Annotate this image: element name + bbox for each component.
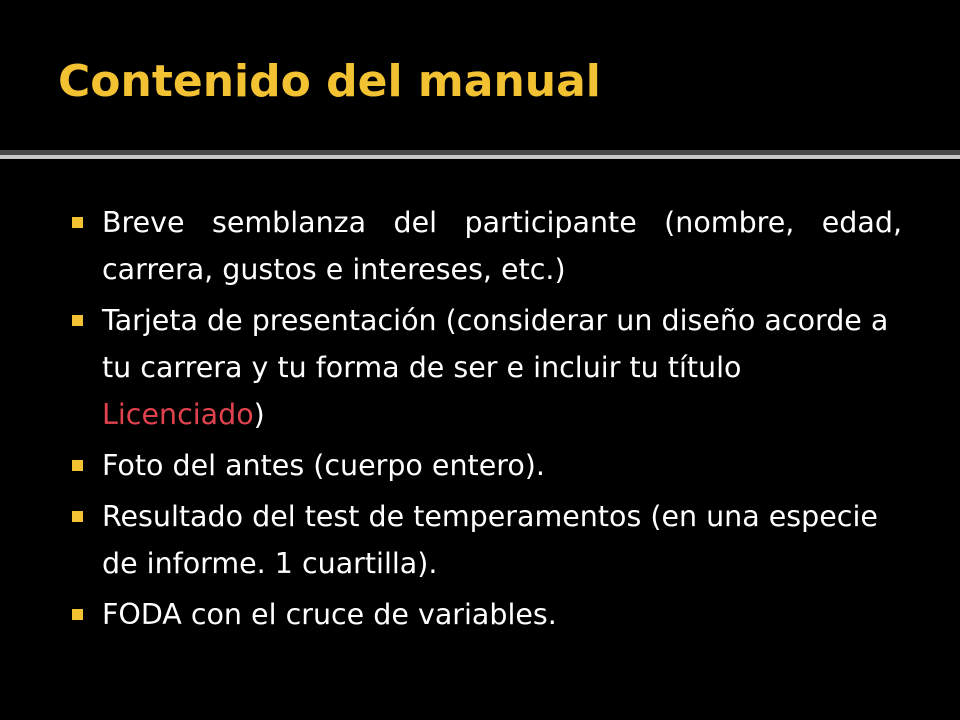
bullet-text: Resultado del test de temperamentos (en una especie de informe. 1 cuartilla).: [102, 500, 878, 580]
square-bullet-icon: [72, 609, 83, 620]
bullet-list: [72, 199, 902, 642]
bullet-highlight-text: Licenciado: [102, 398, 254, 431]
square-bullet-icon: [72, 511, 83, 522]
square-bullet-icon: [72, 315, 83, 326]
bullet-item: [72, 591, 902, 638]
bullet-item: [72, 199, 902, 293]
bullet-text: Foto del antes (cuerpo entero).: [102, 449, 545, 482]
bullet-text: FODA con el cruce de variables.: [102, 598, 557, 631]
bullet-item: [72, 493, 902, 587]
title-band: [0, 0, 960, 150]
bullet-text: Breve semblanza del participante (nombre, edad, carrera, gustos e intereses, etc.): [102, 206, 902, 286]
square-bullet-icon: [72, 460, 83, 471]
content-area: [0, 159, 960, 720]
slide-title: Contenido del manual: [58, 56, 601, 107]
bullet-text-end: ): [253, 398, 265, 431]
bullet-item: [72, 442, 902, 489]
bullet-text: Tarjeta de presentación (considerar un diseño acorde a tu carrera y tu forma de ser e incluir tu título: [102, 304, 889, 384]
square-bullet-icon: [72, 217, 83, 228]
bullet-item: [72, 297, 902, 438]
